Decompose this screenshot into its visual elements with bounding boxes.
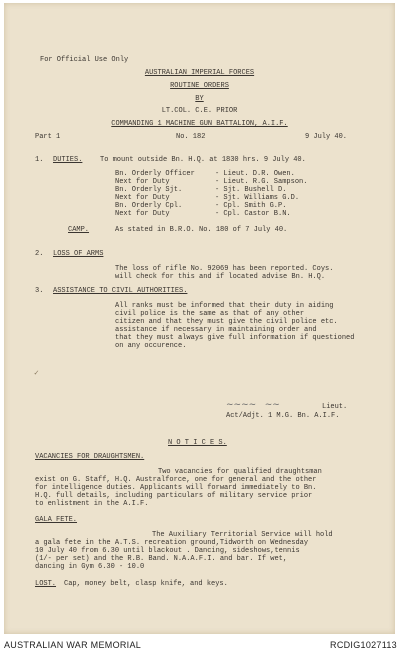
camp-label: CAMP. <box>68 226 90 234</box>
gala-title: GALA FETE. <box>35 516 78 524</box>
item2-line: will check for this and if located advise Bn. H.Q. <box>115 273 326 281</box>
duty-role: Next for Duty <box>115 194 170 202</box>
document-page <box>4 3 395 634</box>
pencil-mark-icon: ✓ <box>34 369 39 378</box>
part-label: Part 1 <box>35 133 61 141</box>
gala-line: dancing in Gym 6.30 - 10.0 <box>35 563 145 571</box>
item3-line: that they must always give full information if questioned <box>115 334 355 342</box>
lost-title: LOST. <box>35 580 57 588</box>
gala-line: The Auxiliary Territorial Service will hold <box>152 531 333 539</box>
item2-number: 2. <box>35 250 44 258</box>
item3-line: citizen and that they must give the civil police etc. <box>115 318 338 326</box>
order-date: 9 July 40. <box>305 133 348 141</box>
item1-title: DUTIES. <box>53 156 83 164</box>
vacancies-title: VACANCIES FOR DRAUGHTSMEN. <box>35 453 145 461</box>
archive-name: AUSTRALIAN WAR MEMORIAL <box>4 640 142 650</box>
archive-id: RCDIG1027113 <box>330 640 397 650</box>
item1-text: To mount outside Bn. H.Q. at 1830 hrs. 9 July 40. <box>100 156 306 164</box>
duty-name: - Lieut. R.G. Sampson. <box>215 178 308 186</box>
item3-line: on any occurence. <box>115 342 187 350</box>
item2-line: The loss of rifle No. 92069 has been reported. Coys. <box>115 265 334 273</box>
duty-name: - Sjt. Bushell D. <box>215 186 287 194</box>
vacancies-line: H.Q. full details, including particulars of military service prior <box>35 492 313 500</box>
handwritten-signature: ~~~~ ~~ <box>226 400 280 410</box>
vacancies-line: to enlistment in the A.I.F. <box>35 500 149 508</box>
by-label: BY <box>195 95 204 103</box>
lost-text: Cap, money belt, clasp knife, and keys. <box>64 580 228 588</box>
duty-role: Next for Duty <box>115 178 170 186</box>
commanding-line: COMMANDING 1 MACHINE GUN BATTALION, A.I.F. <box>111 120 288 128</box>
duty-role: Bn. Orderly Cpl. <box>115 202 183 210</box>
vacancies-line: for intelligence duties. Applicants will forward immediately to Bn. <box>35 484 317 492</box>
item3-line: civil police is the same as that of any other <box>115 310 305 318</box>
vacancies-line: exist on G. Staff, H.Q. Australforce, one for general and the other <box>35 476 317 484</box>
vacancies-line: Two vacancies for qualified draughtsman <box>158 468 322 476</box>
duty-name: - Cpl. Castor B.N. <box>215 210 291 218</box>
force-title: AUSTRALIAN IMPERIAL FORCES <box>144 69 255 77</box>
item3-title: ASSISTANCE TO CIVIL AUTHORITIES. <box>53 287 188 295</box>
camp-text: As stated in B.R.O. No. 180 of 7 July 40. <box>115 226 288 234</box>
orders-title: ROUTINE ORDERS <box>170 82 229 90</box>
item2-title: LOSS OF ARMS <box>53 250 104 258</box>
duty-name: - Lieut. D.R. Owen. <box>215 170 295 178</box>
gala-line: (1/- per set) and the R.B. Band. N.A.A.F.I. and bar. If wet, <box>35 555 288 563</box>
item1-number: 1. <box>35 156 44 164</box>
duty-name: - Sjt. Williams G.D. <box>215 194 300 202</box>
item3-line: assistance if necessary in maintaining order and <box>115 326 317 334</box>
signature-title: Act/Adjt. 1 M.G. Bn. A.I.F. <box>226 412 340 420</box>
gala-line: a gala fete in the A.T.S. recreation ground,Tidworth on Wednesday <box>35 539 309 547</box>
duty-role: Next for Duty <box>115 210 170 218</box>
duty-role: Bn. Orderly Sjt. <box>115 186 183 194</box>
notices-heading: N O T I C E S. <box>168 439 227 447</box>
gala-line: 10 July 40 from 6.30 until blackout . Dancing, sideshows,tennis <box>35 547 300 555</box>
item3-line: All ranks must be informed that their duty in aiding <box>115 302 334 310</box>
order-number: No. 182 <box>176 133 206 141</box>
official-use-label: For Official Use Only <box>40 56 129 64</box>
duty-role: Bn. Orderly Officer <box>115 170 195 178</box>
archive-footer <box>0 636 401 654</box>
officer-name: LT.COL. C.E. PRIOR <box>161 107 238 115</box>
duty-name: - Cpl. Smith G.P. <box>215 202 287 210</box>
item3-number: 3. <box>35 287 44 295</box>
signature-rank: Lieut. <box>322 403 348 411</box>
